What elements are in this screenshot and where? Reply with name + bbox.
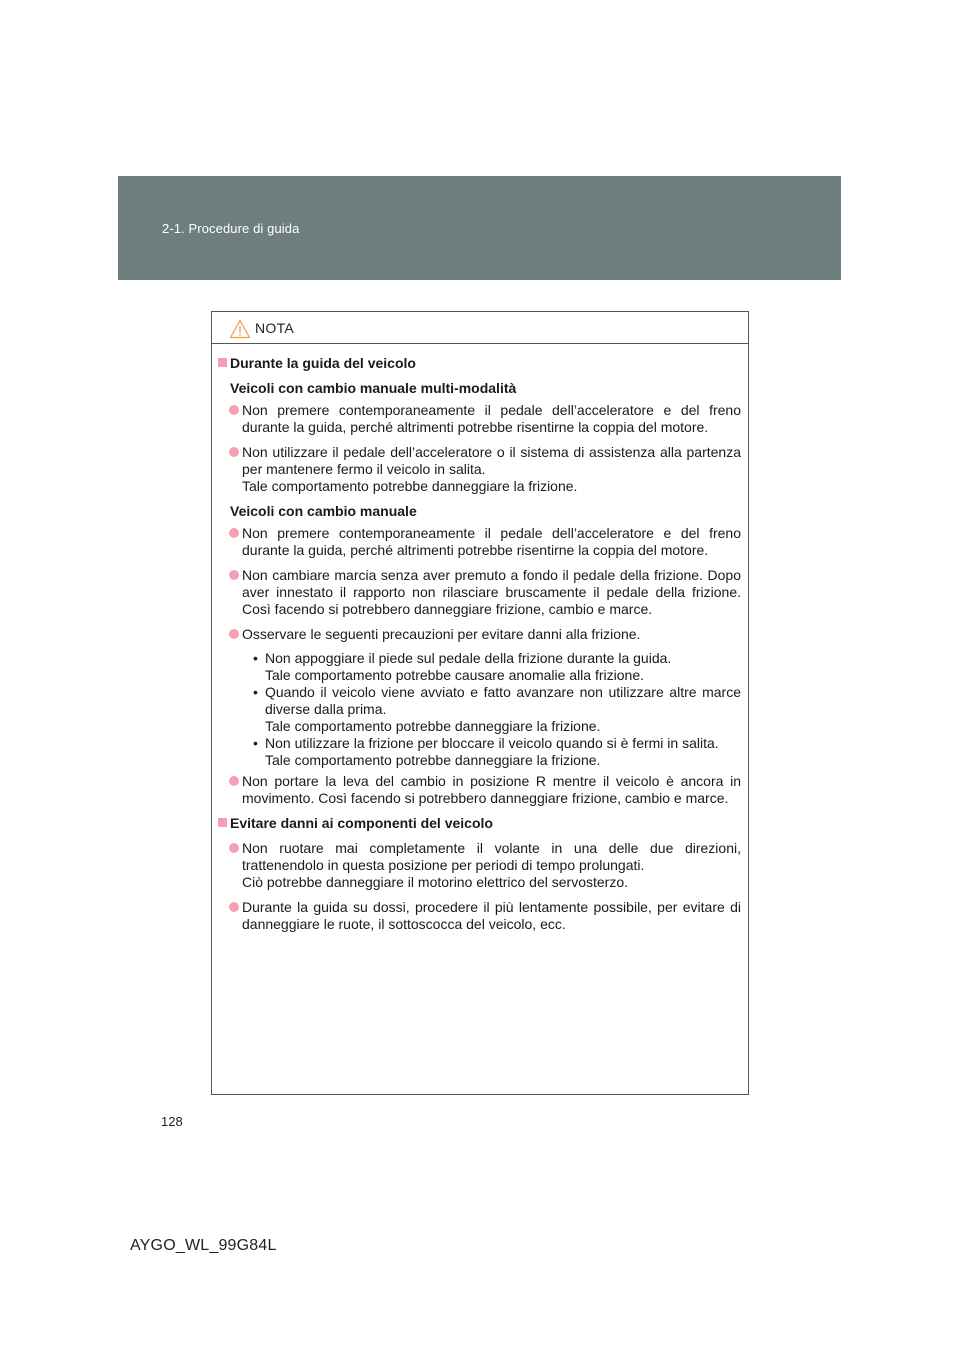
sub-list-item: • Quando il veicolo viene avviato e fatto avanzare non utilizzare altre marce diverse dalla prima. Tale comportamento potrebbe danneggiare la frizione.	[253, 684, 741, 734]
list-item: Non utilizzare il pedale dell’acceleratore o il sistema di assistenza alla partenza per mantenere fermo il veicolo in salita. Tale comportamento potrebbe danneggiare la frizione.	[217, 444, 741, 495]
notice-title: NOTA	[255, 320, 295, 336]
sub-list-item: • Non appoggiare il piede sul pedale della frizione durante la guida. Tale comportamento potrebbe causare anomalie alla frizione.	[253, 650, 672, 683]
notice-box	[211, 311, 749, 1095]
sub-list	[217, 650, 741, 769]
dot-bullet-icon: •	[253, 735, 258, 751]
list-item: Non premere contemporaneamente il pedale dell’acceleratore e del freno durante la guida, perché altrimenti potrebbe risentirne la coppia del motore.	[217, 525, 741, 559]
list-item: Durante la guida su dossi, procedere il più lentamente possibile, per evitare di danneggiare le ruote, il sottoscocca del veicolo, ecc.	[217, 899, 741, 933]
section-title: 2-1. Procedure di guida	[162, 221, 300, 236]
section-heading: Durante la guida del veicolo	[217, 355, 741, 372]
section-header-band	[118, 176, 841, 280]
square-bullet-icon	[218, 358, 227, 367]
sub-list-item: • Non utilizzare la frizione per bloccare il veicolo quando si è fermi in salita. Tale comportamento potrebbe danneggiare la frizione.	[253, 735, 719, 768]
list-item: Non premere contemporaneamente il pedale dell’acceleratore e del freno durante la guida, perché altrimenti potrebbe risentirne la coppia del motore.	[217, 402, 741, 436]
round-bullet-icon	[229, 528, 239, 538]
round-bullet-icon	[229, 405, 239, 415]
round-bullet-icon	[229, 843, 239, 853]
round-bullet-icon	[229, 447, 239, 457]
round-bullet-icon	[229, 570, 239, 580]
square-bullet-icon	[218, 818, 227, 827]
dot-bullet-icon: •	[253, 684, 258, 700]
notice-header	[212, 312, 748, 344]
subsection-heading: Veicoli con cambio manuale	[230, 503, 417, 519]
list-item: Non portare la leva del cambio in posizione R mentre il veicolo è ancora in movimento. Così facendo si potrebbero danneggiare frizione, cambio e marce.	[217, 773, 741, 807]
section-heading: Evitare danni ai componenti del veicolo	[217, 815, 741, 832]
page-number: 128	[161, 1114, 183, 1129]
round-bullet-icon	[229, 629, 239, 639]
notice-content	[212, 344, 748, 941]
document-code: AYGO_WL_99G84L	[130, 1237, 277, 1254]
round-bullet-icon	[229, 776, 239, 786]
list-item: Osservare le seguenti precauzioni per evitare danni alla frizione.	[217, 626, 741, 643]
dot-bullet-icon: •	[253, 650, 258, 666]
list-item: Non ruotare mai completamente il volante in una delle due direzioni, trattenendolo in questa posizione per periodi di tempo prolungati. Ciò potrebbe danneggiare il motorino elettrico del servosterzo.	[217, 840, 741, 891]
warning-triangle-icon	[229, 319, 251, 339]
round-bullet-icon	[229, 902, 239, 912]
list-item: Non cambiare marcia senza aver premuto a fondo il pedale della frizione. Dopo aver innestato il rapporto non rilasciare bruscamente il pedale della frizione. Così facendo si potrebbero danneggiare frizione, cambio e marce.	[217, 567, 741, 618]
subsection-heading: Veicoli con cambio manuale multi-modalità	[230, 380, 517, 396]
